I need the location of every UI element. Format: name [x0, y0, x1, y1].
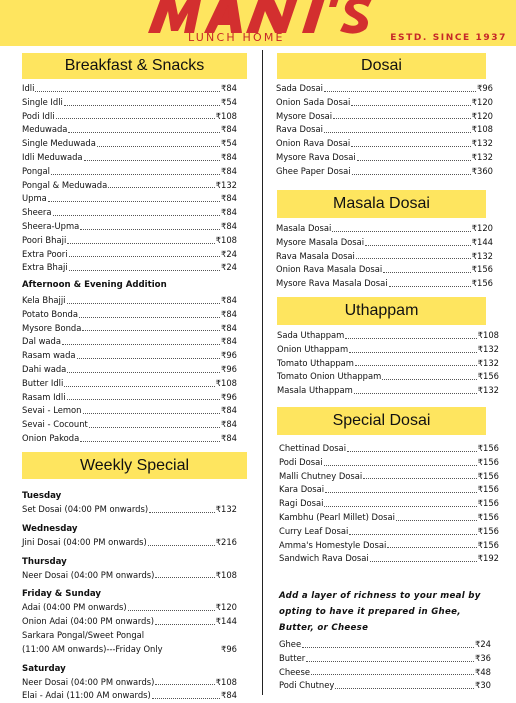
item-price: ₹120 [471, 96, 493, 107]
item-price: ₹108 [477, 330, 499, 340]
dot-leader [332, 230, 470, 232]
menu-item [279, 497, 499, 511]
dot-leader [128, 609, 215, 611]
item-name: Masala Dosai [276, 223, 332, 233]
menu-item [22, 377, 237, 391]
dot-leader [148, 544, 215, 546]
item-name: Onion Rava Dosai [276, 138, 351, 149]
menu-item [276, 110, 493, 124]
menu-item [22, 363, 237, 377]
item-name: Butter Idli [22, 377, 64, 388]
item-price: ₹216 [215, 536, 237, 547]
dot-leader [67, 302, 220, 304]
item-price: ₹156 [477, 484, 499, 495]
item-price: ₹84 [221, 193, 237, 204]
dot-leader [311, 673, 474, 675]
menu-item [22, 234, 237, 248]
item-name: Adai (04:00 PM onwards) [22, 602, 127, 613]
item-price: ₹132 [471, 250, 493, 261]
dot-leader [356, 257, 471, 259]
dot-leader [83, 412, 221, 414]
masala-heading: Masala Dosai [277, 190, 486, 218]
item-price: ₹132 [477, 343, 499, 354]
item-name: Single Idli [22, 96, 63, 107]
dot-leader [68, 131, 220, 133]
dot-leader [383, 271, 470, 273]
menu-item [276, 96, 493, 110]
menu-item [22, 82, 237, 96]
menu-item [279, 552, 499, 566]
menu-item [22, 308, 237, 322]
item-name: Rava Masala Dosai [276, 250, 355, 261]
item-price: ₹24 [221, 248, 237, 259]
item-name: Mysore Dosai [276, 110, 333, 121]
item-name: Chettinad Dosai [279, 443, 347, 453]
dot-leader [306, 660, 474, 662]
dot-leader [347, 450, 477, 452]
item-price: ₹108 [215, 676, 237, 687]
dot-leader [69, 255, 220, 257]
weekly-heading: Weekly Special [22, 452, 247, 479]
menu-item [279, 539, 499, 553]
dot-leader [51, 173, 220, 175]
item-price: ₹192 [477, 553, 499, 564]
dot-leader [152, 697, 220, 699]
item-price: ₹36 [475, 652, 491, 663]
dot-leader [67, 371, 220, 373]
item-name: Sevai - Lemon [22, 405, 82, 416]
item-name: Mysore Rava Dosai [276, 151, 356, 162]
item-name: Pongal [22, 165, 50, 176]
item-price: ₹84 [221, 83, 237, 93]
menu-item [22, 689, 237, 703]
menu-item [22, 335, 237, 349]
dot-leader [396, 519, 477, 521]
item-price: ₹84 [221, 432, 237, 443]
dot-leader [349, 533, 476, 535]
item-name: Extra Poori [22, 248, 68, 259]
breakfast-heading: Breakfast & Snacks [22, 53, 247, 79]
menu-item [22, 151, 237, 165]
item-name: Rasam wada [22, 350, 76, 361]
menu-item [22, 432, 237, 446]
item-name: Mysore Rava Masala Dosai [276, 278, 388, 289]
day-heading: Wednesday [22, 523, 78, 534]
item-price: ₹108 [215, 377, 237, 388]
item-name: Neer Dosai (04:00 PM onwards) [22, 676, 155, 687]
item-price: ₹156 [477, 456, 499, 467]
item-price: ₹84 [221, 220, 237, 231]
menu-item [22, 206, 237, 220]
item-price: ₹96 [221, 391, 237, 402]
item-name: Idli [22, 83, 35, 93]
item-name: Onion Sada Dosai [276, 96, 351, 107]
menu-item [22, 248, 237, 262]
item-name: Neer Dosai (04:00 PM onwards) [22, 569, 155, 580]
item-price: ₹120 [215, 602, 237, 613]
column-divider [262, 50, 263, 695]
item-price: ₹156 [477, 371, 499, 382]
menu-item [276, 250, 493, 264]
menu-item [276, 277, 493, 291]
item-price: ₹132 [471, 151, 493, 162]
item-name: Extra Bhaji [22, 262, 68, 273]
item-name: Potato Bonda [22, 308, 78, 319]
item-name: Butter [279, 652, 306, 663]
menu-item [276, 222, 493, 236]
item-name: Set Dosai (04:00 PM onwards) [22, 504, 149, 514]
dot-leader [155, 683, 214, 685]
item-price: ₹84 [221, 308, 237, 319]
item-price: ₹84 [221, 405, 237, 416]
dot-leader [62, 343, 220, 345]
item-price: ₹156 [477, 539, 499, 550]
item-price: ₹132 [215, 179, 237, 190]
item-name: Sada Dosai [276, 83, 323, 93]
menu-item [22, 96, 237, 110]
item-price: ₹144 [471, 236, 493, 247]
day-heading: Saturday [22, 663, 66, 674]
item-name: Rava Dosai [276, 124, 323, 135]
menu-item [22, 536, 237, 550]
dot-leader [108, 186, 214, 188]
dot-leader [35, 90, 220, 92]
item-price: ₹156 [471, 264, 493, 275]
item-name: Sheera-Upma [22, 220, 80, 231]
dot-leader [149, 511, 215, 513]
menu-item [279, 511, 499, 525]
item-price: ₹54 [221, 138, 237, 149]
item-price: ₹108 [215, 110, 237, 121]
item-name: Kara Dosai [279, 484, 325, 495]
item-price: ₹156 [477, 443, 499, 453]
special-list [279, 442, 499, 566]
dot-leader [333, 117, 471, 119]
dot-leader [80, 228, 220, 230]
dot-leader [324, 131, 471, 133]
dot-leader [64, 385, 214, 387]
dot-leader [48, 200, 220, 202]
uthappam-list [277, 329, 499, 398]
menu-item [22, 676, 237, 690]
menu-item [22, 165, 237, 179]
dot-leader [324, 90, 476, 92]
menu-item [22, 220, 237, 234]
menu-item [276, 165, 493, 179]
dot-leader [325, 491, 477, 493]
dot-leader [324, 505, 476, 507]
dot-leader [79, 316, 220, 318]
item-price: ₹84 [221, 336, 237, 347]
item-price: ₹132 [477, 357, 499, 368]
item-price: ₹48 [475, 666, 491, 677]
dot-leader [84, 159, 220, 161]
menu-item [22, 643, 237, 657]
menu-item [277, 343, 499, 357]
item-name: Sarkara Pongal/Sweet Pongal [22, 629, 145, 640]
item-name: Mysore Masala Dosai [276, 236, 365, 247]
menu-item [22, 322, 237, 336]
dot-leader [349, 351, 477, 353]
item-price: ₹30 [475, 680, 491, 691]
menu-item [279, 652, 491, 666]
dot-leader [155, 623, 215, 625]
dot-leader [64, 104, 220, 106]
item-name: Dahi wada [22, 363, 67, 374]
menu-item [279, 679, 491, 693]
day-heading: Thursday [22, 556, 67, 567]
item-name: Podi Chutney [279, 680, 335, 691]
item-name: Onion Uthappam [277, 343, 349, 354]
item-price: ₹132 [215, 504, 237, 514]
menu-item [22, 110, 237, 124]
brand-logo [138, 0, 376, 35]
breakfast-list [22, 82, 237, 275]
item-name: Single Meduwada [22, 138, 96, 149]
menu-item [276, 263, 493, 277]
dot-leader [389, 285, 471, 287]
item-price: ₹54 [221, 96, 237, 107]
item-price: ₹84 [221, 151, 237, 162]
item-name: Onion Pakoda [22, 432, 80, 443]
item-name: Sada Uthappam [277, 330, 345, 340]
dot-leader [89, 426, 220, 428]
menu-item [277, 329, 499, 343]
menu-item [22, 391, 237, 405]
item-name: Rasam Idli [22, 391, 66, 402]
item-price: ₹156 [477, 498, 499, 509]
menu-item [279, 483, 499, 497]
menu-item [279, 638, 491, 652]
dot-leader [67, 242, 214, 244]
item-price: ₹132 [471, 138, 493, 149]
menu-item [22, 569, 237, 583]
item-price: ₹96 [221, 643, 237, 654]
item-name: Poori Bhaji [22, 234, 67, 245]
menu-item [22, 192, 237, 206]
item-name: Onion Adai (04:00 PM onwards) [22, 616, 154, 627]
menu-item [22, 349, 237, 363]
menu-item [276, 137, 493, 151]
item-price: ₹84 [221, 165, 237, 176]
item-price: ₹96 [221, 363, 237, 374]
dot-leader [355, 364, 477, 366]
menu-item [279, 666, 491, 680]
item-price: ₹156 [471, 278, 493, 289]
masala-list [276, 222, 493, 291]
dot-leader [382, 378, 476, 380]
dot-leader [53, 214, 220, 216]
dot-leader [155, 576, 214, 578]
menu-item [22, 601, 237, 615]
item-name: Ghee [279, 639, 302, 649]
item-price: ₹84 [221, 124, 237, 135]
item-price: ₹132 [477, 385, 499, 396]
item-name: Podi Idli [22, 110, 55, 121]
menu-item [22, 503, 237, 517]
item-price: ₹84 [221, 295, 237, 305]
item-name: Tomato Uthappam [277, 357, 354, 368]
dot-leader [324, 464, 477, 466]
menu-item [276, 236, 493, 250]
item-name: Pongal & Meduwada [22, 179, 108, 190]
item-name: Upma [22, 193, 47, 204]
brand-tagline: LUNCH HOME [188, 31, 285, 44]
menu-item [279, 470, 499, 484]
menu-item [279, 442, 499, 456]
addons-note: Add a layer of richness to your meal by opting to have it prepared in Ghee, Butter, or Cheese [279, 591, 481, 633]
item-name: Sheera [22, 207, 52, 218]
item-price: ₹108 [215, 569, 237, 580]
item-name: Masala Uthappam [277, 385, 353, 396]
item-name: Podi Dosai [279, 456, 323, 467]
item-name: Sandwich Rava Dosai [279, 553, 369, 564]
item-price: ₹84 [221, 690, 237, 701]
menu-item [22, 137, 237, 151]
item-name: Cheese [279, 666, 310, 677]
menu-item [22, 123, 237, 137]
addons-list [279, 638, 491, 693]
item-name: Idli Meduwada [22, 151, 83, 162]
dot-leader [357, 159, 471, 161]
menu-item [279, 525, 499, 539]
dot-leader [67, 398, 220, 400]
dot-leader [69, 269, 220, 271]
menu-item [276, 151, 493, 165]
menu-item [276, 123, 493, 137]
special-heading: Special Dosai [277, 407, 486, 435]
item-price: ₹120 [471, 223, 493, 233]
item-name: Jini Dosai (04:00 PM onwards) [22, 536, 147, 547]
uthappam-heading: Uthappam [277, 297, 486, 325]
item-name: Dal wada [22, 336, 62, 347]
item-price: ₹96 [221, 350, 237, 361]
item-price: ₹144 [215, 616, 237, 627]
item-name: Meduwada [22, 124, 68, 135]
item-price: ₹120 [471, 110, 493, 121]
dot-leader [335, 687, 474, 689]
item-name: Ragi Dosai [279, 498, 324, 509]
menu-item [22, 261, 237, 275]
item-name: (11:00 AM onwards)---Friday Only [22, 643, 163, 654]
dot-leader [351, 145, 470, 147]
dot-leader [302, 646, 474, 648]
item-name: Tomato Onion Uthappam [277, 371, 382, 382]
item-price: ₹156 [477, 511, 499, 522]
item-name: Curry Leaf Dosai [279, 525, 349, 536]
dot-leader [354, 392, 477, 394]
item-price: ₹84 [221, 207, 237, 218]
item-name: Malli Chutney Dosai [279, 470, 363, 481]
menu-item [277, 357, 499, 371]
menu-item [22, 418, 237, 432]
afternoon-list [22, 294, 237, 446]
item-name: Amma's Homestyle Dosai [279, 539, 387, 550]
header-bar [0, 0, 516, 46]
menu-item [22, 404, 237, 418]
item-price: ₹84 [221, 419, 237, 430]
dot-leader [345, 337, 476, 339]
item-price: ₹84 [221, 322, 237, 333]
item-price: ₹360 [471, 165, 493, 176]
item-price: ₹108 [215, 234, 237, 245]
item-price: ₹156 [477, 470, 499, 481]
item-price: ₹24 [221, 262, 237, 273]
dot-leader [82, 329, 220, 331]
menu-item [22, 615, 237, 629]
item-price: ₹156 [477, 525, 499, 536]
dot-leader [387, 546, 476, 548]
dot-leader [365, 244, 471, 246]
dot-leader [352, 173, 471, 175]
day-heading: Tuesday [22, 491, 62, 501]
dot-leader [80, 440, 220, 442]
dot-leader [77, 357, 220, 359]
item-name: Ghee Paper Dosai [276, 165, 351, 176]
dot-leader [56, 117, 215, 119]
established-label: ESTD. SINCE 1937 [390, 33, 507, 43]
item-price: ₹24 [475, 639, 491, 649]
item-name: Sevai - Cocount [22, 419, 88, 430]
day-heading: Friday & Sunday [22, 589, 101, 600]
menu-item [22, 179, 237, 193]
dosai-list [276, 82, 493, 179]
dot-leader [363, 477, 476, 479]
afternoon-subheading: Afternoon & Evening Addition [22, 280, 167, 290]
menu-item [279, 456, 499, 470]
menu-item [276, 82, 493, 96]
dot-leader [351, 104, 470, 106]
item-name: Elai - Adai (11:00 AM onwards) [22, 690, 151, 701]
item-name: Mysore Bonda [22, 322, 82, 333]
item-name: Onion Rava Masala Dosai [276, 264, 383, 275]
item-name: Kambhu (Pearl Millet) Dosai [279, 511, 395, 522]
item-name: Kela Bhajji [22, 295, 66, 305]
dot-leader [370, 560, 477, 562]
menu-item [277, 384, 499, 398]
dot-leader [97, 145, 220, 147]
weekly-list [22, 489, 237, 703]
item-price: ₹108 [471, 124, 493, 135]
menu-item [277, 370, 499, 384]
item-price: ₹96 [477, 83, 493, 93]
dosai-heading: Dosai [277, 53, 486, 79]
menu-item [22, 294, 237, 308]
